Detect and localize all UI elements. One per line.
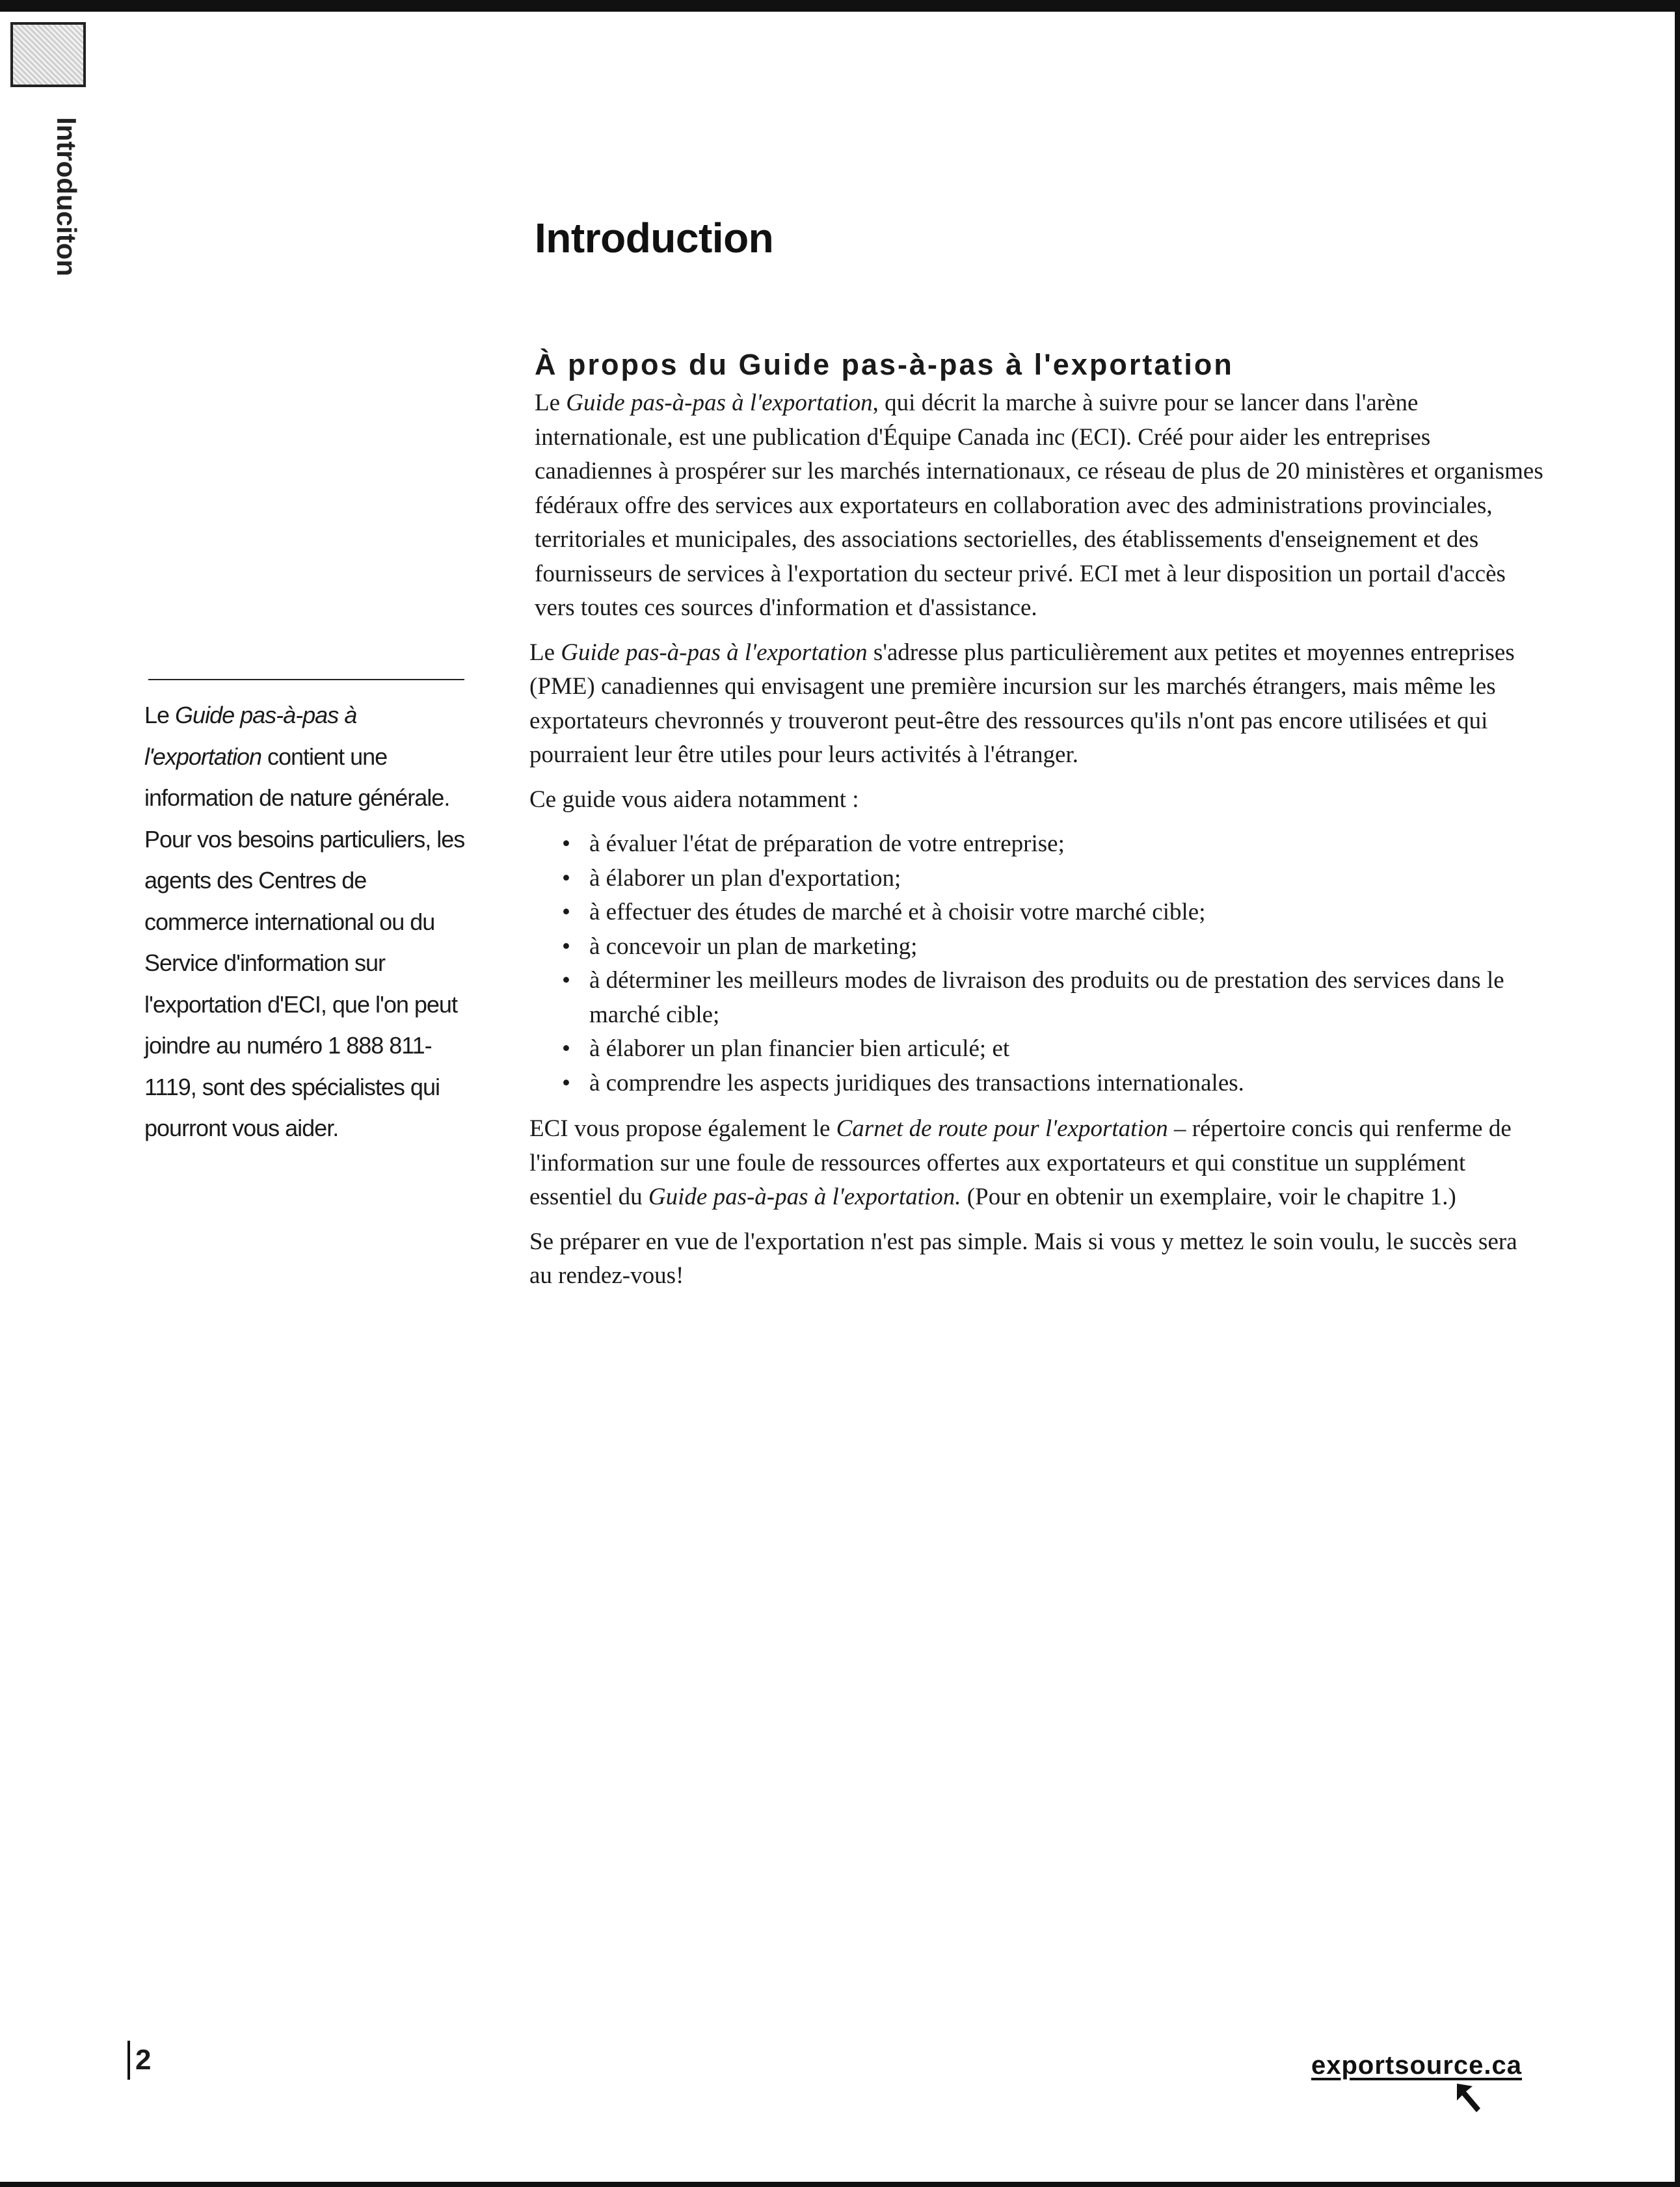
guide-title-italic: Guide pas-à-pas à l'exportation <box>144 702 357 770</box>
paragraph-audience <box>529 636 1544 773</box>
sidebar-note <box>144 695 470 1149</box>
list-item-text: à effectuer des études de marché et à choisir votre marché cible; <box>589 899 1206 925</box>
bullet-icon: • <box>562 1035 570 1062</box>
page-title: Introduction <box>535 214 774 261</box>
list-item-text: à comprendre les aspects juridiques des transactions internationales. <box>589 1069 1244 1096</box>
section-heading: À propos du Guide pas-à-pas à l'exportation <box>535 348 1234 381</box>
paragraph-carnet <box>529 1112 1544 1215</box>
top-border <box>0 0 1680 12</box>
chapter-tab-icon <box>10 22 86 87</box>
bullet-icon: • <box>562 899 570 925</box>
bullet-list <box>529 827 1544 1100</box>
guide-title-italic: Guide pas-à-pas à l'exportation <box>566 390 873 416</box>
text-run: – répertoire concis qui renferme de l'information sur une foule de ressources offertes aux exportateurs et qui constitue un supplément essentiel du <box>529 1115 1512 1210</box>
list-item-text: à concevoir un plan de marketing; <box>589 933 918 960</box>
list-item <box>562 827 1544 862</box>
text-run: s'adresse plus particulièrement aux petites et moyennes entreprises (PME) canadiennes qui envisagent une première incursion sur les marchés étrangers, mais même les exportateurs chevronnés y trouveront peut-être des ressources qu'ils n'ont pas encore utilisées et qui pourraient leur être utiles pour leurs activités à l'étranger. <box>529 639 1515 768</box>
paragraph-closing: Se préparer en vue de l'exportation n'est pas simple. Mais si vous y mettez le soin voulu, le succès sera au rendez-vous! <box>529 1228 1517 1289</box>
list-item <box>562 1067 1544 1101</box>
text-run: Le <box>144 702 176 728</box>
text-run: (Pour en obtenir un exemplaire, voir le chapitre 1.) <box>961 1184 1456 1210</box>
text-run: Le <box>529 639 561 666</box>
text-run: Le <box>535 390 567 416</box>
paragraph-intro <box>529 386 1544 626</box>
mouse-pointer-icon <box>1454 2081 1493 2120</box>
list-item <box>562 964 1544 1032</box>
list-item <box>562 862 1544 896</box>
list-item-text: à déterminer les meilleurs modes de livraison des produits ou de prestation des services dans le marché cible; <box>589 967 1504 1028</box>
bullet-icon: • <box>562 1069 570 1096</box>
main-content <box>529 343 1544 1304</box>
bullet-icon: • <box>562 864 570 892</box>
guide-title-italic: Guide pas-à-pas à l'exportation <box>561 639 868 666</box>
text-run: , qui décrit la marche à suivre pour se lancer dans l'arène internationale, est une publication d'Équipe Canada inc (ECI). Créé pour aider les entreprises canadiennes à prospérer sur les marchés internationaux, ce réseau de plus de 20 ministères et organismes fédéraux offre des services aux exportateurs en collaboration avec des administrations provinciales, territoriales et municipales, des associations sectorielles, des établissements d'enseignement et des fournisseurs de services à l'exportation du secteur privé. ECI met à leur disposition un portail d'accès vers toutes ces sources d'information et d'assistance. <box>535 390 1543 621</box>
list-item <box>562 895 1544 930</box>
right-border <box>1675 0 1680 2187</box>
sidebar-divider <box>148 679 464 680</box>
bullet-icon: • <box>562 967 570 994</box>
list-item-text: à élaborer un plan financier bien articulé; et <box>589 1035 1010 1062</box>
text-run: ECI vous propose également le <box>529 1115 836 1142</box>
side-tab-label: Introduciton <box>51 117 82 276</box>
list-item-text: à élaborer un plan d'exportation; <box>589 864 901 892</box>
bullet-icon: • <box>562 933 570 960</box>
bottom-border <box>0 2182 1680 2187</box>
guide-title-italic: Guide pas-à-pas à l'exportation. <box>648 1184 961 1210</box>
bullet-icon: • <box>562 830 570 857</box>
list-item <box>562 1032 1544 1067</box>
page-number: 2 <box>127 2041 151 2080</box>
list-item <box>562 930 1544 964</box>
text-run: contient une information de nature générale. Pour vos besoins particuliers, les agents des Centres de commerce international ou du Service d'information sur l'exportation d'ECI, que l'on peut joindre au numéro 1 888 811-1119, sont des spécialistes qui pourront vous aider. <box>144 743 465 1141</box>
list-item-text: à évaluer l'état de préparation de votre entreprise; <box>589 830 1065 857</box>
carnet-title-italic: Carnet de route pour l'exportation <box>836 1115 1168 1142</box>
website-link[interactable]: exportsource.ca <box>1311 2051 1523 2080</box>
paragraph-list-lead: Ce guide vous aidera notamment : <box>529 786 859 813</box>
